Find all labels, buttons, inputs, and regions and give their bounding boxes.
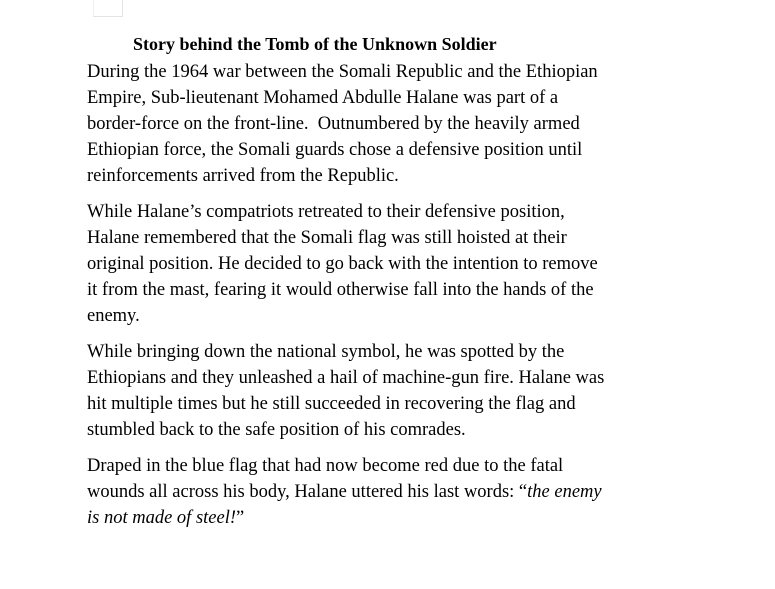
page-corner-mark <box>93 0 123 17</box>
text-line: original position. He decided to go back with the intention to remove <box>87 254 598 274</box>
paragraph-1 <box>87 59 707 189</box>
text-line <box>87 505 707 531</box>
text-line: Ethiopians and they unleashed a hail of machine-gun fire. Halane was <box>87 368 605 388</box>
text-line: Halane remembered that the Somali flag was still hoisted at their <box>87 228 567 248</box>
quote-fragment: the enemy <box>527 482 602 502</box>
paragraph-2 <box>87 199 707 329</box>
text-line: During the 1964 war between the Somali Republic and the Ethiopian <box>87 62 598 82</box>
text-line: border-force on the front-line. Outnumbered by the heavily armed <box>87 114 580 134</box>
document-title: Story behind the Tomb of the Unknown Soldier <box>133 34 497 54</box>
text-line <box>87 479 707 505</box>
text-line: While Halane’s compatriots retreated to their defensive position, <box>87 202 565 222</box>
paragraph-4 <box>87 453 707 531</box>
text-fragment: wounds all across his body, Halane uttered his last words: “ <box>87 482 528 502</box>
text-line: it from the mast, fearing it would otherwise fall into the hands of the <box>87 280 594 300</box>
text-line: While bringing down the national symbol, he was spotted by the <box>87 342 565 362</box>
text-line: Draped in the blue flag that had now become red due to the fatal <box>87 456 564 476</box>
text-line: Ethiopian force, the Somali guards chose a defensive position until <box>87 140 583 160</box>
text-line: Empire, Sub-lieutenant Mohamed Abdulle Halane was part of a <box>87 88 559 108</box>
text-line: enemy. <box>87 306 140 326</box>
text-line: hit multiple times but he still succeeded in recovering the flag and <box>87 394 576 414</box>
document-body <box>87 32 707 541</box>
text-fragment: ” <box>236 508 245 528</box>
text-line: stumbled back to the safe position of his comrades. <box>87 420 466 440</box>
text-line: reinforcements arrived from the Republic. <box>87 166 399 186</box>
quote-fragment: is not made of steel! <box>87 508 237 528</box>
paragraph-3 <box>87 339 707 443</box>
